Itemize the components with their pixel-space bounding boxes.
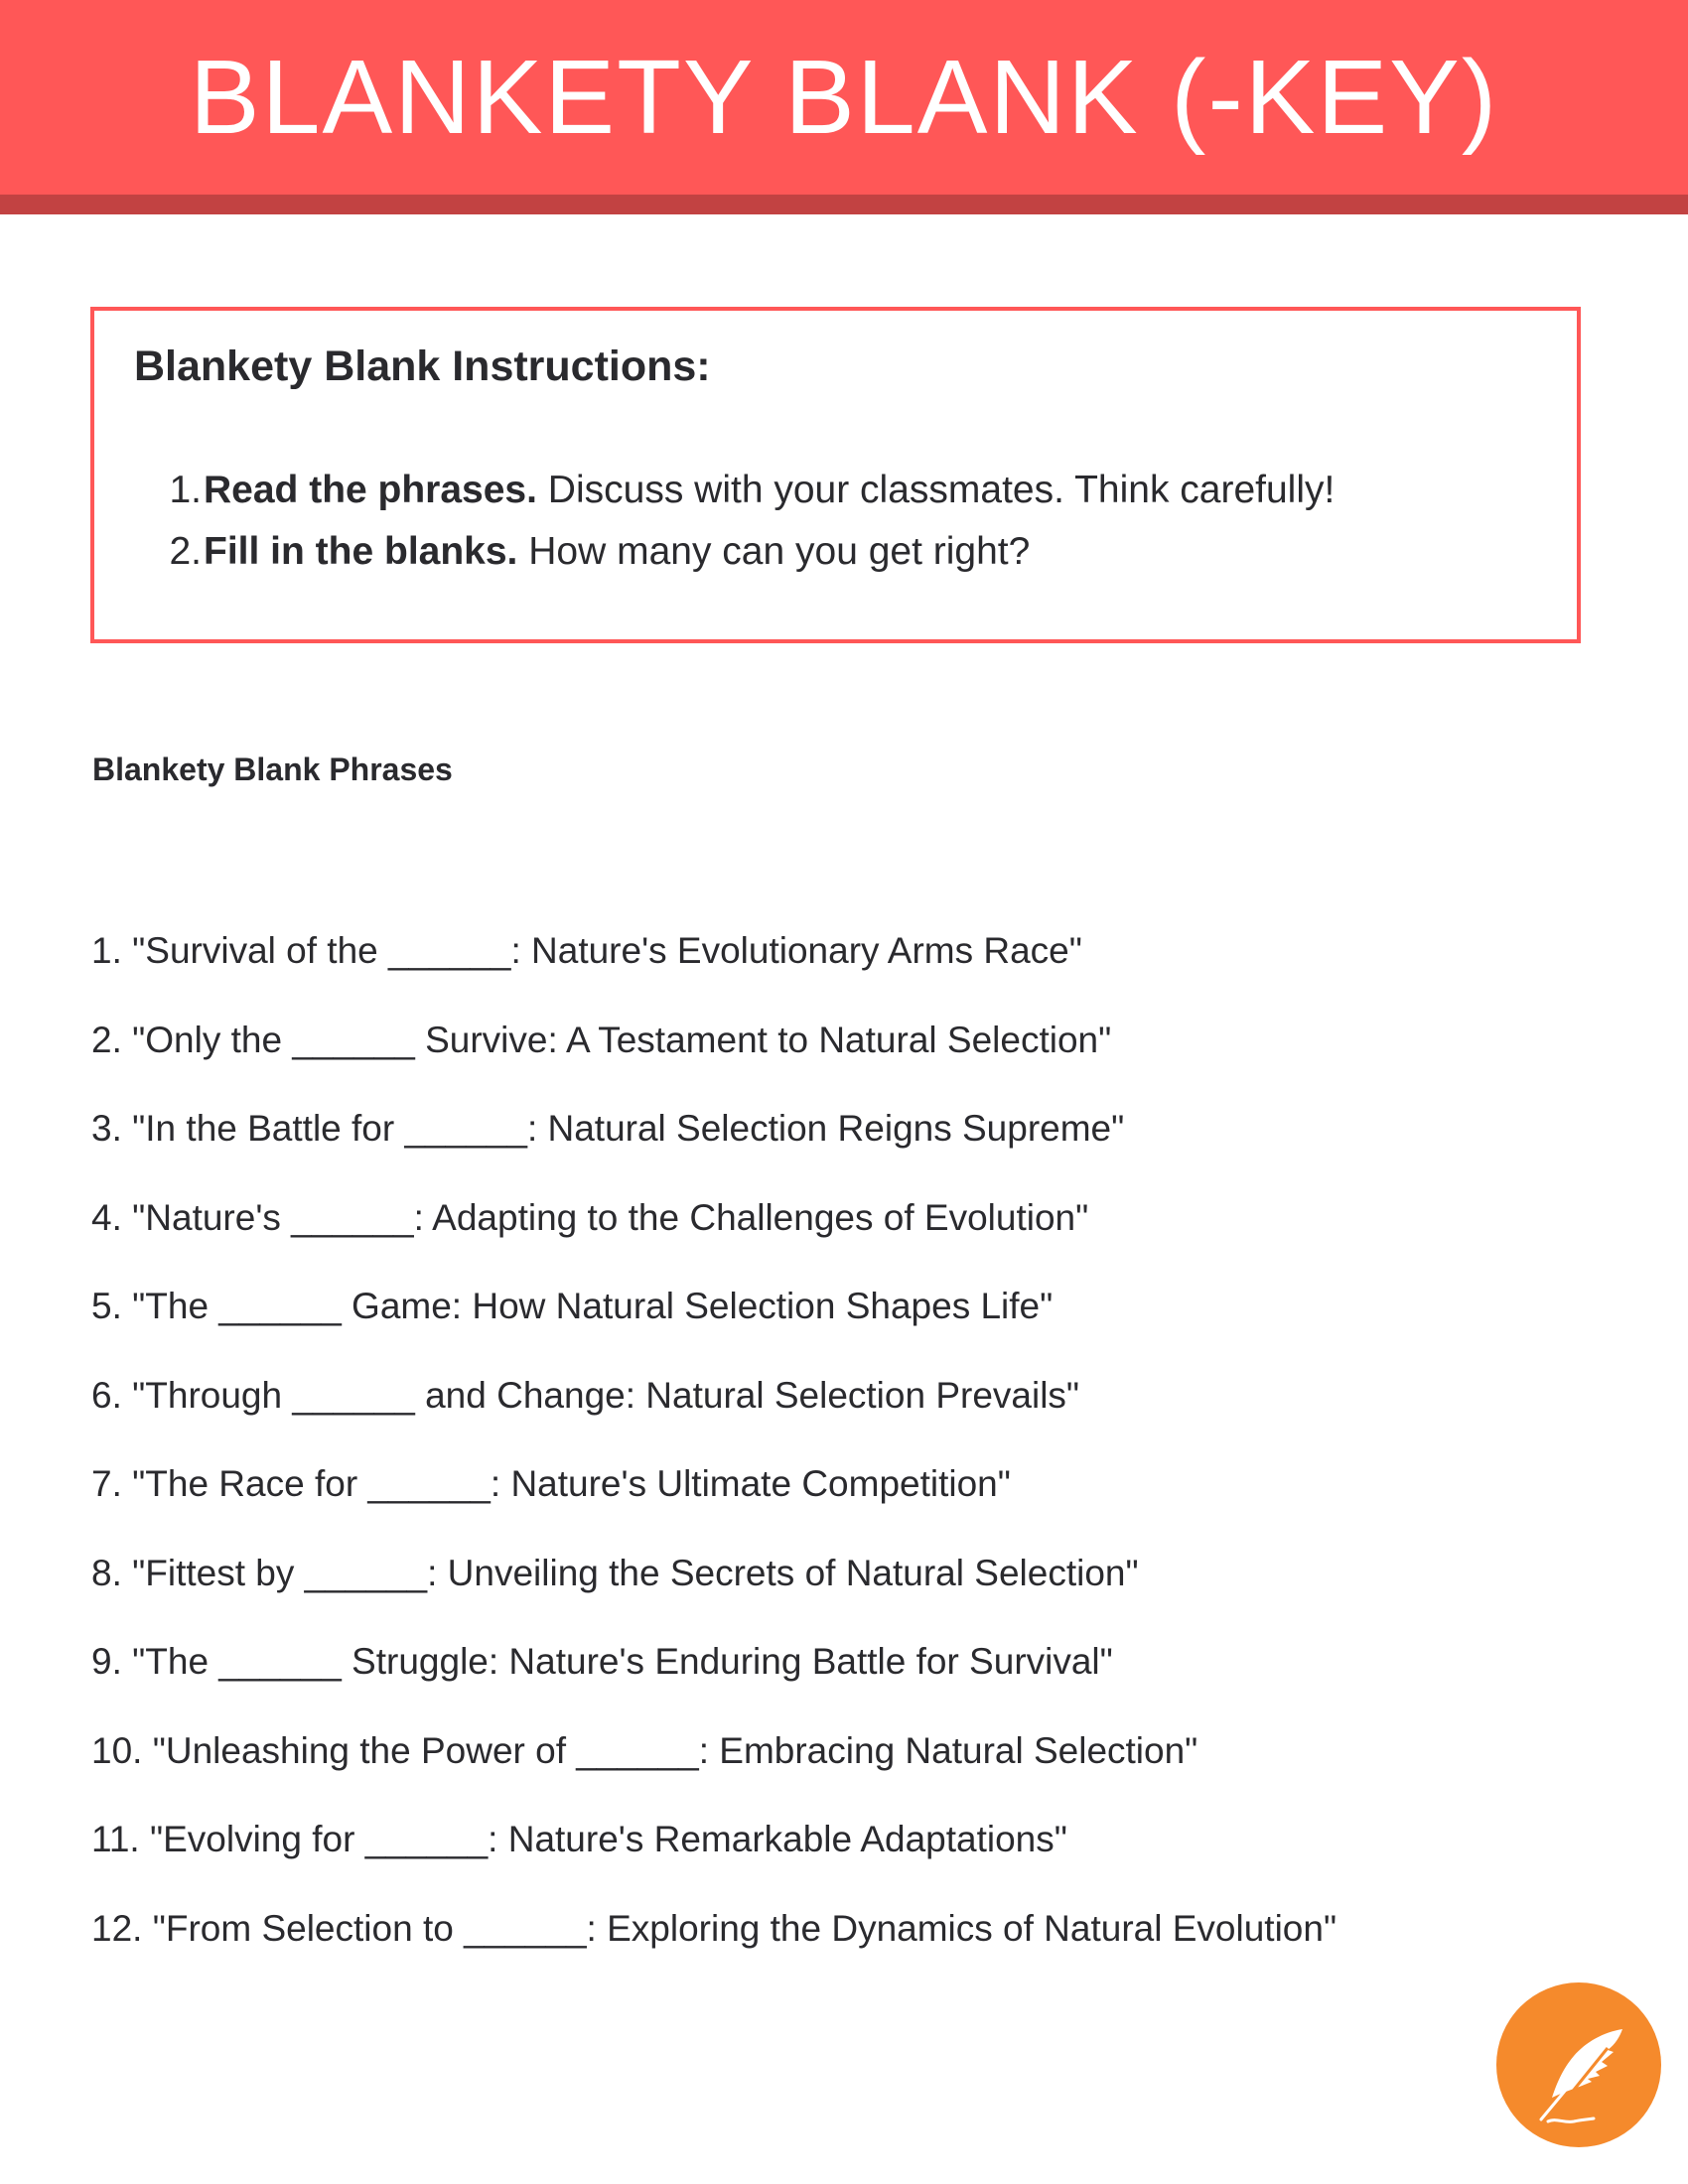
brand-logo — [1496, 1982, 1661, 2147]
phrase-item: 9. "The ______ Struggle: Nature's Enduring Battle for Survival" — [91, 1641, 1113, 1682]
instructions-heading: Blankety Blank Instructions: — [134, 342, 711, 390]
instruction-text: How many can you get right? — [517, 530, 1031, 573]
phrase-item: 3. "In the Battle for ______: Natural Selection Reigns Supreme" — [91, 1108, 1125, 1149]
phrase-item: 6. "Through ______ and Change: Natural Selection Prevails" — [91, 1374, 1080, 1416]
phrase-item: 1. "Survival of the ______: Nature's Evolutionary Arms Race" — [91, 930, 1082, 971]
quill-feather-icon — [1496, 1982, 1661, 2147]
header-accent-strip — [0, 195, 1688, 214]
phrase-item: 5. "The ______ Game: How Natural Selection Shapes Life" — [91, 1286, 1054, 1326]
phrase-item: 10. "Unleashing the Power of ______: Embracing Natural Selection" — [91, 1729, 1198, 1771]
phrase-item: 7. "The Race for ______: Nature's Ultimate Competition" — [91, 1463, 1011, 1504]
instructions-list — [94, 460, 1335, 583]
instruction-text: Discuss with your classmates. Think carefully! — [536, 469, 1336, 511]
phrases-heading: Blankety Blank Phrases — [92, 751, 453, 787]
phrase-item: 4. "Nature's ______: Adapting to the Challenges of Evolution" — [91, 1196, 1089, 1238]
phrase-item: 11. "Evolving for ______: Nature's Remarkable Adaptations" — [91, 1819, 1067, 1859]
phrase-item: 12. "From Selection to ______: Exploring the Dynamics of Natural Evolution" — [91, 1907, 1337, 1949]
instruction-bold-text: Fill in the blanks. — [204, 530, 518, 573]
phrase-item: 2. "Only the ______ Survive: A Testament to Natural Selection" — [91, 1019, 1112, 1060]
instructions-box — [90, 307, 1581, 643]
header-banner — [0, 0, 1688, 195]
page-title: BLANKETY BLANK (-KEY) — [189, 39, 1499, 156]
phrases-list — [91, 925, 1336, 1991]
instruction-number: 1. — [169, 469, 202, 511]
instruction-bold-text: Read the phrases. — [204, 469, 537, 511]
phrase-item: 8. "Fittest by ______: Unveiling the Secrets of Natural Selection" — [91, 1552, 1139, 1593]
instruction-number: 2. — [169, 530, 202, 573]
instruction-item — [94, 460, 1335, 521]
instruction-item — [94, 521, 1335, 583]
